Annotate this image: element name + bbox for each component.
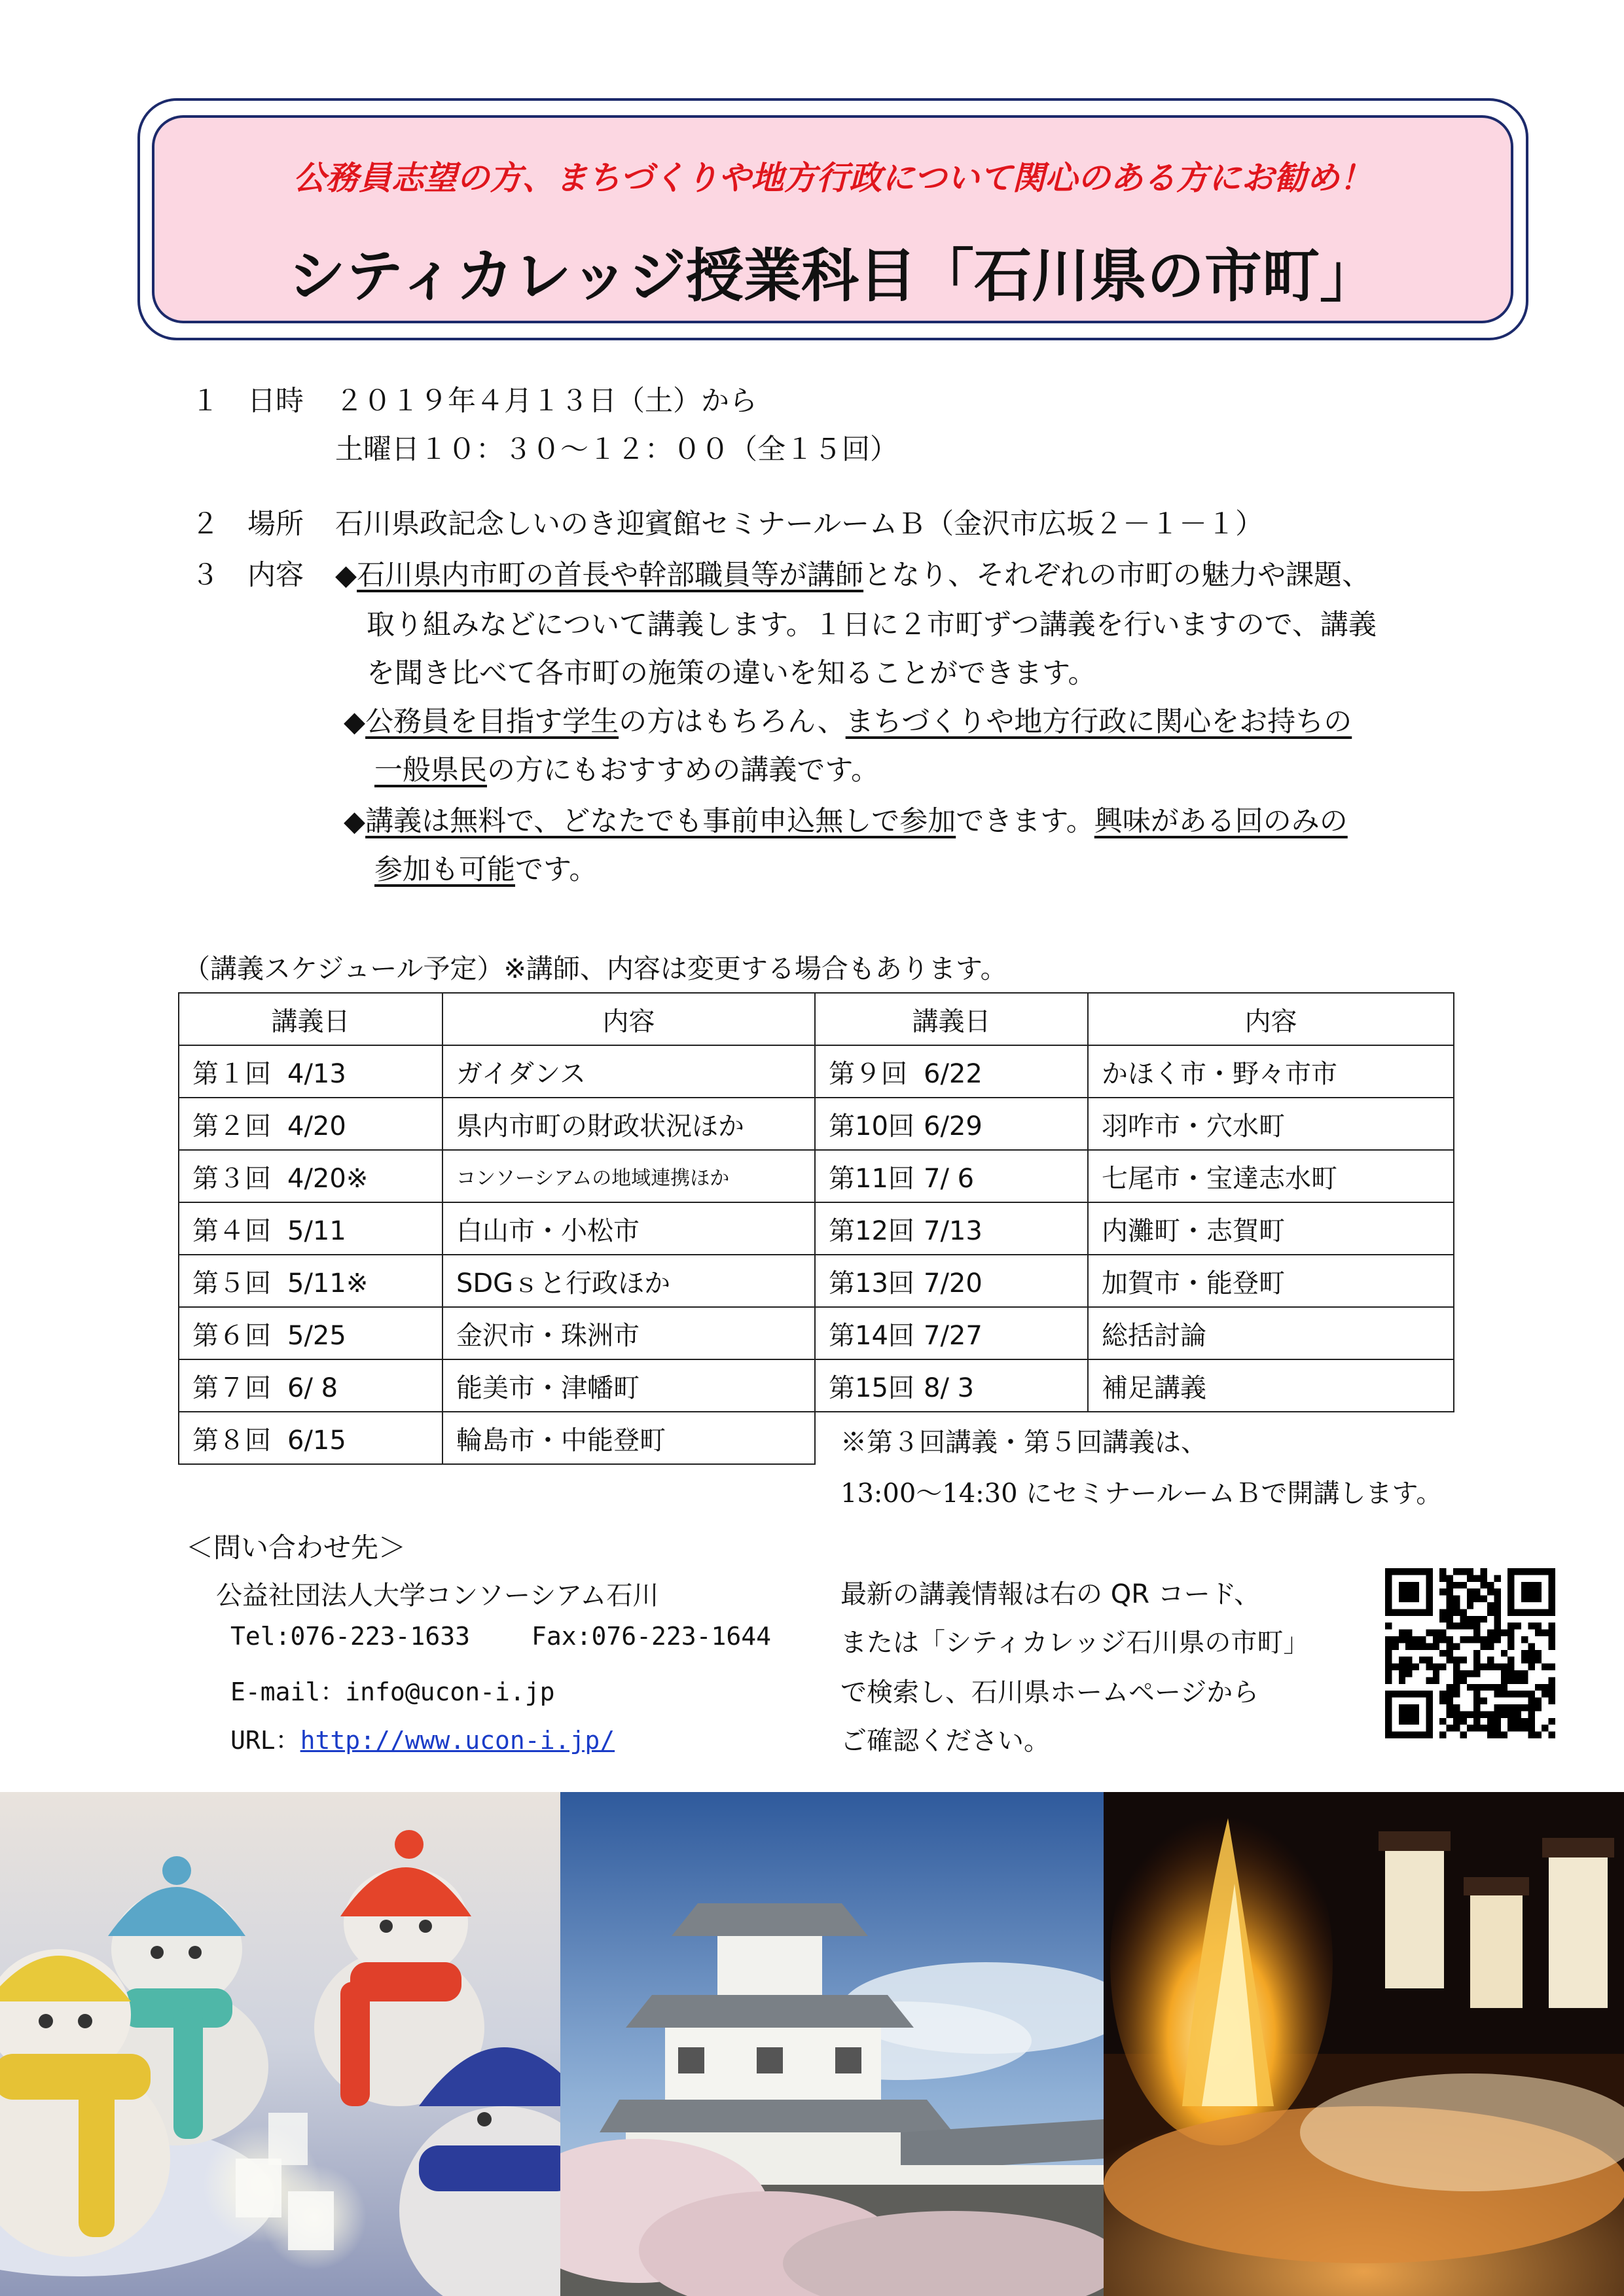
table-row [179,1412,815,1464]
qr-code-icon[interactable] [1385,1568,1555,1738]
lecture-date: 7/13 [924,1215,983,1246]
bullet-3-line-2 [374,853,598,886]
bullet-2-text-1: の方はもちろん、 [619,706,846,738]
lecture-content: 金沢市・珠洲市 [442,1307,815,1359]
contact-org: 公益社団法人大学コンソーシアム石川 [216,1581,659,1611]
table-row [179,1359,815,1412]
bullet-2-text-3: の方にもおすすめの講義です。 [487,754,879,787]
bullet-1-underline: 石川県内市町の首長や幹部職員等が講師 [357,559,864,592]
column-header-content: 内容 [442,993,815,1045]
lecture-date: 7/ 6 [924,1163,975,1194]
table-row [179,1150,815,1202]
lecture-date: 6/29 [924,1111,983,1141]
lecture-date-cell [179,1255,442,1307]
date-line-2: 土曜日１０：３０～１２：００（全１５回） [335,433,898,466]
place-number: ２ [191,508,219,541]
header-subtitle: 公務員志望の方、まちづくりや地方行政について関心のある方にお勧め！ [293,159,1373,197]
lecture-date-cell [815,1045,1088,1098]
lecture-date: 6/15 [287,1425,346,1456]
castle-photo [560,1792,1104,2296]
contact-heading: ＜問い合わせ先＞ [186,1532,406,1564]
lecture-date: 7/27 [924,1320,983,1351]
lecture-content: かほく市・野々市市 [1088,1045,1454,1098]
lecture-date: 5/11※ [287,1268,369,1299]
lecture-date-cell [815,1098,1088,1150]
table-row [179,1098,815,1150]
bullet-3-text-1: できます。 [956,805,1094,838]
bullet-1-line-2: 取り組みなどについて講義します。１日に２市町ずつ講義を行いますので、講義 [367,609,1377,641]
table-row [179,1045,815,1098]
lecture-content: SDGｓと行政ほか [442,1255,815,1307]
lecture-content: 加賀市・能登町 [1088,1255,1454,1307]
lecture-number: 第12回 [829,1215,914,1246]
bullet-3-underline-3: 参加も可能 [374,853,515,886]
date-line-1: ２０１９年４月１３日（土）から [335,385,757,418]
lecture-number: 第１回 [192,1058,271,1089]
page-title: シティカレッジ授業科目「石川県の市町」 [287,242,1378,310]
lecture-number: 第３回 [192,1163,271,1194]
lecture-date: 6/ 8 [287,1372,338,1403]
table-row [815,1045,1454,1098]
lecture-content: 能美市・津幡町 [442,1359,815,1412]
bullet-2-line-2 [374,754,879,787]
lecture-number: 第５回 [192,1268,271,1299]
lecture-date-cell [179,1150,442,1202]
bullet-3-underline-2: 興味がある回のみの [1094,805,1348,838]
lecture-date-cell [179,1045,442,1098]
bullet-2-underline-3: 一般県民 [374,754,487,787]
lecture-date-cell [179,1412,442,1464]
lecture-content: 七尾市・宝達志水町 [1088,1150,1454,1202]
lecture-number: 第４回 [192,1215,271,1246]
lecture-date: 8/ 3 [924,1372,975,1403]
lecture-number: 第10回 [829,1111,914,1141]
contact-email: E-mail：info@ucon-i.jp [230,1677,555,1706]
lecture-date-cell [815,1150,1088,1202]
info-line-1: 最新の講義情報は右の QR コード、 [840,1579,1261,1609]
bullet-2-underline-1: 公務員を目指す学生 [365,706,619,738]
table-row [815,1098,1454,1150]
lecture-date: 7/20 [924,1268,983,1299]
table-row [815,1255,1454,1307]
lecture-date-cell [179,1307,442,1359]
schedule-table-right [814,992,1454,1412]
table-row [179,1202,815,1255]
schedule-table-left [178,992,816,1465]
lecture-number: 第13回 [829,1268,914,1299]
lecture-date: 4/20 [287,1111,346,1141]
contact-url-line [230,1720,615,1756]
lecture-content: 総括討論 [1088,1307,1454,1359]
info-line-4: ご確認ください。 [840,1726,1050,1756]
bullet-icon: ◆ [344,706,366,738]
place-text: 石川県政記念しいのき迎賓館セミナールームＢ（金沢市広坂２－１－１） [335,508,1264,541]
lecture-number: 第６回 [192,1320,271,1351]
contact-url-link[interactable]: http://www.ucon-i.jp/ [300,1726,615,1755]
lecture-date-cell [179,1098,442,1150]
bullet-1-line-1 [335,559,1371,592]
bullet-2-underline-2: まちづくりや地方行政に関心をお持ちの [845,706,1352,738]
festival-photo [1104,1792,1624,2296]
schedule-note-line-1: ※第３回講義・第５回講義は、 [840,1427,1207,1458]
lecture-number: 第２回 [192,1111,271,1141]
lecture-content: コンソーシアムの地域連携ほか [442,1150,815,1202]
lecture-content: 輪島市・中能登町 [442,1412,815,1464]
lecture-date: 5/25 [287,1320,346,1351]
column-header-content: 内容 [1088,993,1454,1045]
table-row [179,1307,815,1359]
table-header-row [815,993,1454,1045]
lecture-content: 県内市町の財政状況ほか [442,1098,815,1150]
date-label: 日時 [247,385,304,418]
snowman-photo [0,1792,560,2296]
table-row [815,1202,1454,1255]
lecture-date-cell [815,1307,1088,1359]
column-header-date: 講義日 [179,993,442,1045]
bullet-2-line-1 [344,708,1352,736]
lecture-content: 内灘町・志賀町 [1088,1202,1454,1255]
contact-url-label: URL： [230,1726,300,1755]
lecture-date: 4/13 [287,1058,346,1089]
lecture-number: 第15回 [829,1372,914,1403]
lecture-number: 第８回 [192,1425,271,1456]
lecture-number: 第７回 [192,1372,271,1403]
lecture-date-cell [179,1202,442,1255]
lecture-number: 第11回 [829,1163,914,1194]
lecture-date: 4/20※ [287,1163,369,1194]
table-row [179,1255,815,1307]
info-line-2: または「シティカレッジ石川県の市町」 [840,1628,1310,1658]
lecture-content: 羽咋市・穴水町 [1088,1098,1454,1150]
lecture-date-cell [815,1359,1088,1412]
lecture-content: 補足講義 [1088,1359,1454,1412]
schedule-note-line-2: 13:00～14:30 にセミナールームＢで開講します。 [840,1479,1443,1509]
bullet-1-line-3: を聞き比べて各市町の施策の違いを知ることができます。 [367,657,1096,690]
schedule-caption: （講義スケジュール予定）※講師、内容は変更する場合もあります。 [183,953,1007,984]
contact-tel: Tel:076-223-1633 [230,1622,471,1651]
lecture-number: 第９回 [829,1058,907,1089]
table-row [815,1359,1454,1412]
bullet-3-underline-1: 講義は無料で、どなたでも事前申込無しで参加 [365,805,956,838]
table-row [815,1150,1454,1202]
bullet-icon: ◆ [344,805,366,838]
content-label: 内容 [247,559,304,592]
lecture-date-cell [815,1202,1088,1255]
info-line-3: で検索し、石川県ホームページから [840,1677,1259,1708]
lecture-number: 第14回 [829,1320,914,1351]
date-number: １ [191,385,219,418]
lecture-content: ガイダンス [442,1045,815,1098]
bullet-3-text-3: です。 [515,853,598,886]
table-row [815,1307,1454,1359]
lecture-date-cell [179,1359,442,1412]
lecture-date: 5/11 [287,1215,346,1246]
lecture-date: 6/22 [924,1058,983,1089]
bullet-icon: ◆ [335,559,357,592]
bullet-3-line-1 [344,805,1348,838]
bullet-1-text: となり、それぞれの市町の魅力や課題、 [863,559,1371,592]
column-header-date: 講義日 [815,993,1088,1045]
contact-fax: Fax:076-223-1644 [532,1622,772,1651]
content-number: ３ [191,559,219,592]
table-header-row [179,993,815,1045]
lecture-content: 白山市・小松市 [442,1202,815,1255]
lecture-date-cell [815,1255,1088,1307]
place-label: 場所 [247,508,304,541]
